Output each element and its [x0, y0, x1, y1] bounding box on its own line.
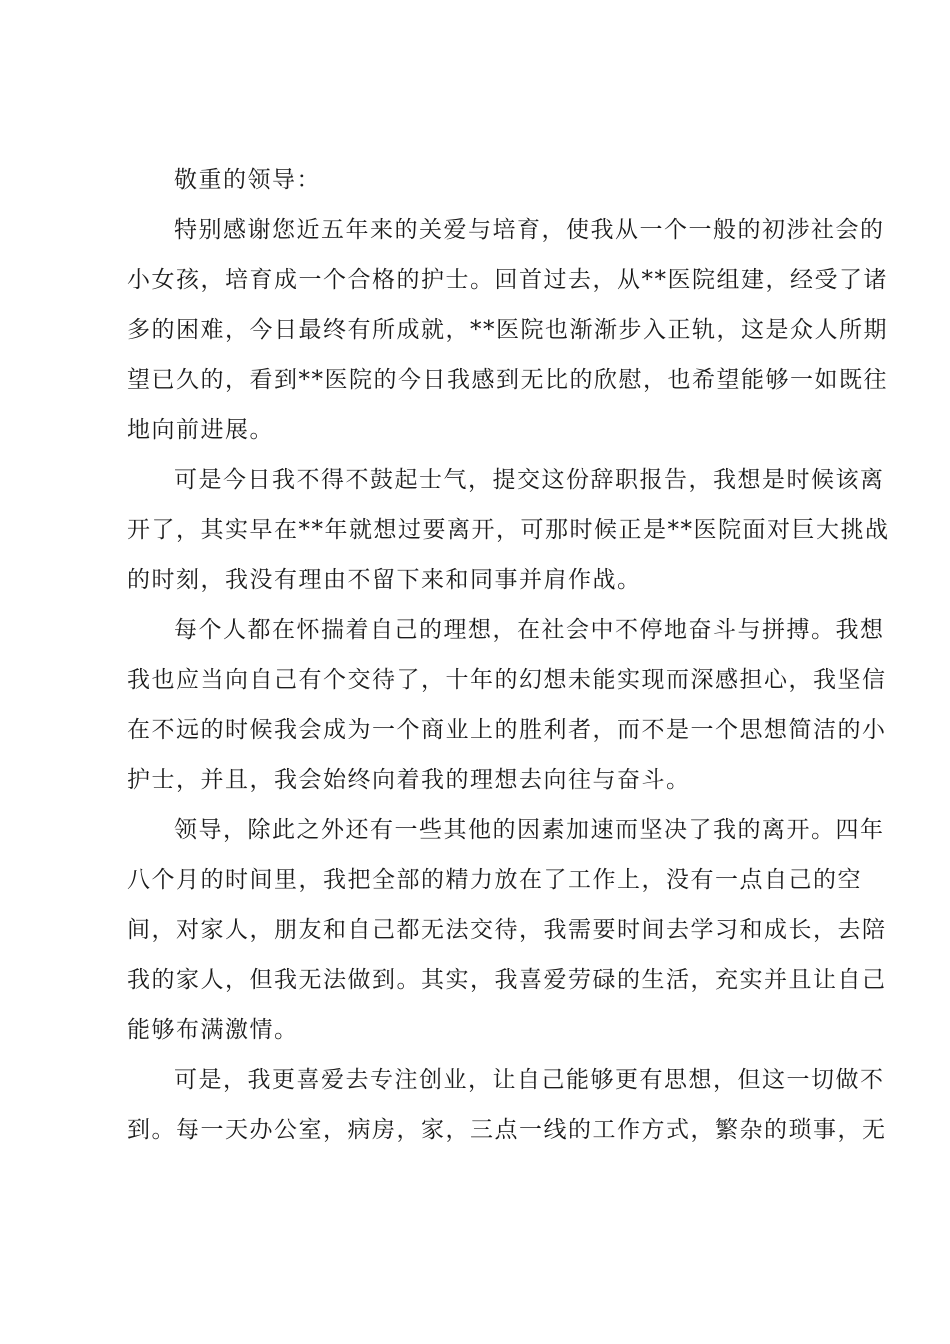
- paragraph-line: 望已久的，看到**医院的今日我感到无比的欣慰，也希望能够一如既往: [127, 367, 888, 393]
- paragraph-line: 特别感谢您近五年来的关爱与培育，使我从一个一般的初涉社会的: [174, 217, 885, 243]
- letter-body: [127, 155, 890, 1155]
- paragraph-line: 每个人都在怀揣着自己的理想，在社会中不停地奋斗与拼搏。我想: [174, 617, 885, 643]
- paragraph-line: 八个月的时间里，我把全部的精力放在了工作上，没有一点自己的空: [127, 867, 862, 893]
- paragraph-line: 多的困难，今日最终有所成就，**医院也渐渐步入正轨，这是众人所期: [127, 317, 888, 343]
- salutation: 敬重的领导：: [174, 167, 321, 193]
- paragraph-line: 到。每一天办公室，病房，家，三点一线的工作方式，繁杂的琐事，无: [127, 1117, 887, 1143]
- paragraph-line: 可是今日我不得不鼓起士气，提交这份辞职报告，我想是时候该离: [174, 467, 885, 493]
- paragraph-line: 在不远的时候我会成为一个商业上的胜利者，而不是一个思想简洁的小: [127, 717, 887, 743]
- paragraph-line: 领导，除此之外还有一些其他的因素加速而坚决了我的离开。四年: [174, 817, 885, 843]
- paragraph-line: 开了，其实早在**年就想过要离开，可那时候正是**医院面对巨大挑战: [127, 517, 890, 543]
- paragraph-line: 的时刻，我没有理由不留下来和同事并肩作战。: [127, 567, 642, 593]
- paragraph-line: 小女孩，培育成一个合格的护士。回首过去，从**医院组建，经受了诸: [127, 267, 888, 293]
- paragraph-line: 我的家人，但我无法做到。其实，我喜爱劳碌的生活，充实并且让自己: [127, 967, 887, 993]
- paragraph-line: 我也应当向自己有个交待了，十年的幻想未能实现而深感担心，我坚信: [127, 667, 887, 693]
- paragraph-line: 能够布满激情。: [127, 1017, 299, 1043]
- paragraph-line: 护士，并且，我会始终向着我的理想去向往与奋斗。: [127, 767, 691, 793]
- paragraph-line: 地向前进展。: [127, 417, 274, 443]
- paragraph-line: 可是，我更喜爱去专注创业，让自己能够更有思想，但这一切做不: [174, 1067, 885, 1093]
- paragraph-line: 间，对家人，朋友和自己都无法交待，我需要时间去学习和成长，去陪: [127, 917, 887, 943]
